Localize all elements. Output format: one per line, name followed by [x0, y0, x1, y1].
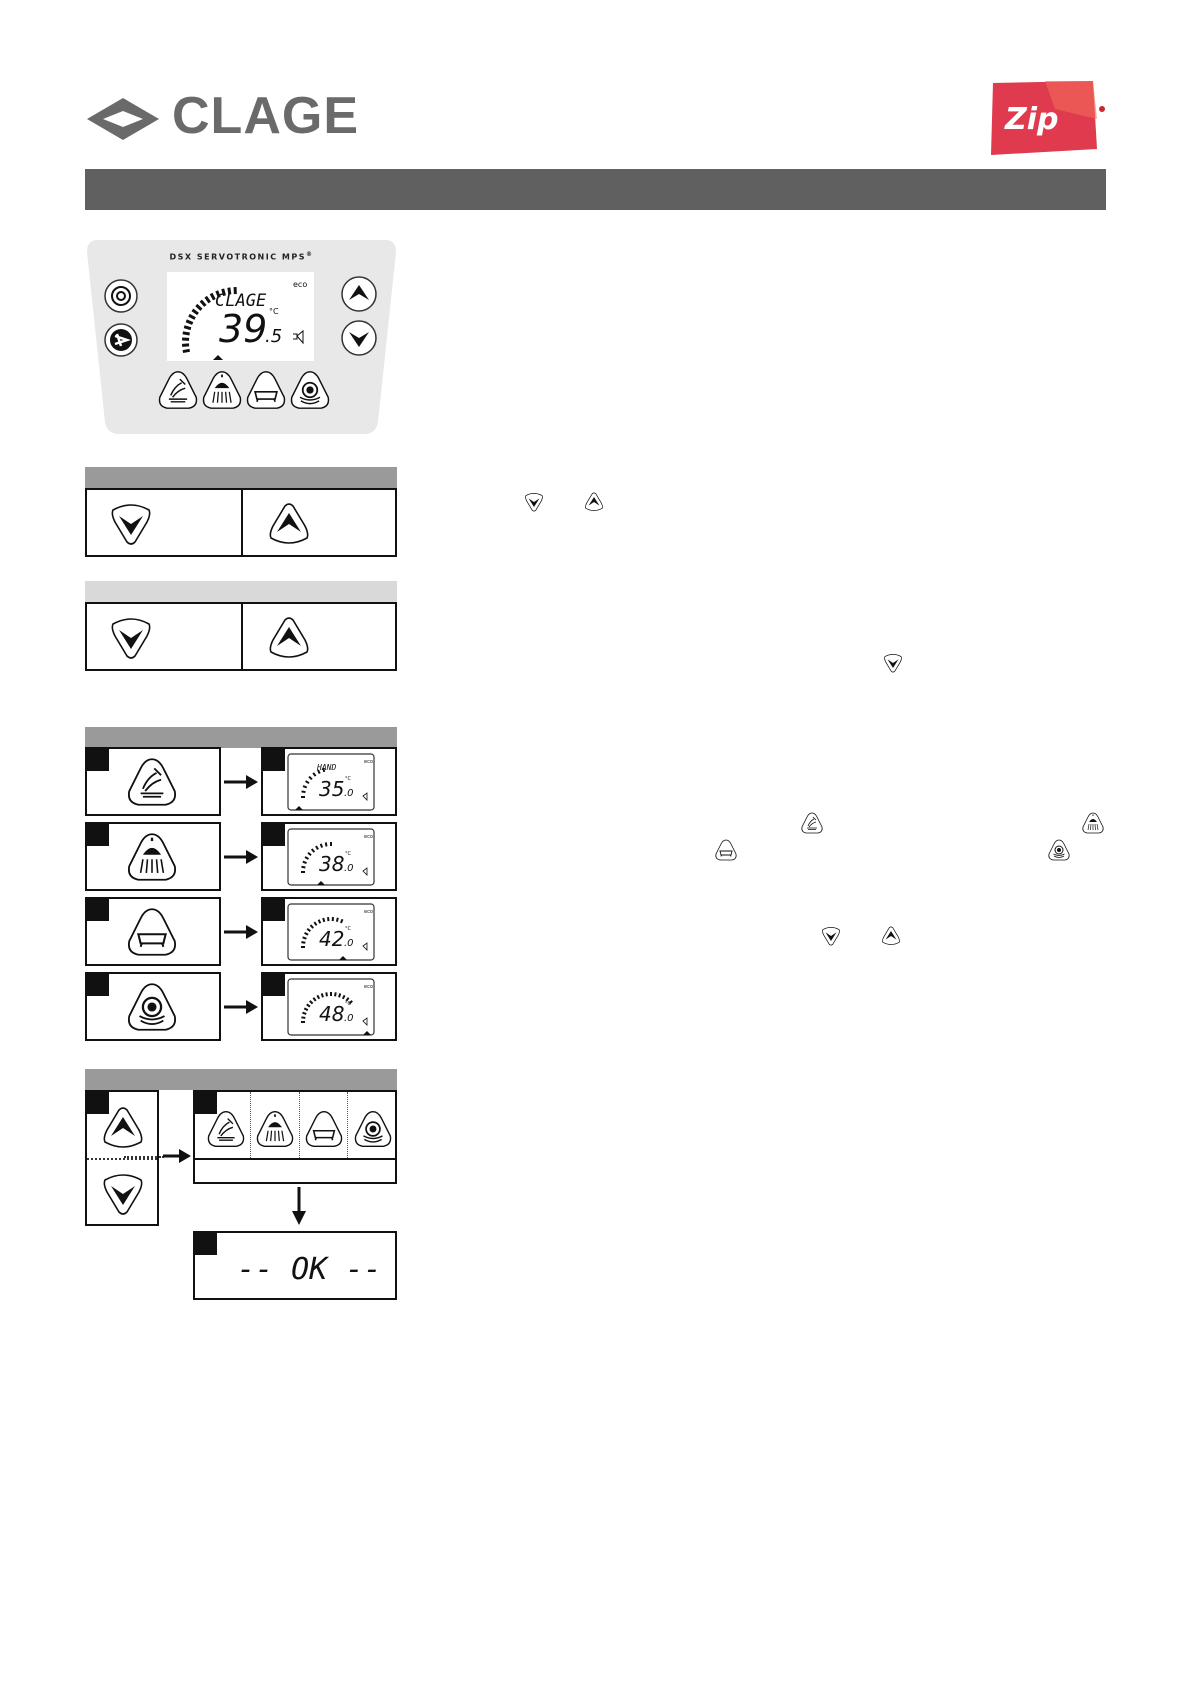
- down-pointer-icon: [290, 1187, 308, 1227]
- save-confirmation-display: [193, 1231, 397, 1300]
- up-arrow-icon[interactable]: [267, 616, 311, 660]
- arrow-buttons-box-1: [85, 488, 397, 557]
- down-arrow-inline-icon: [821, 926, 841, 946]
- svg-text:°C: °C: [345, 926, 351, 932]
- bath-icon[interactable]: [127, 907, 177, 957]
- preset-display-box-hand-wash: [261, 747, 397, 816]
- right-arrow-icon: [224, 773, 260, 791]
- power-icon[interactable]: [104, 279, 138, 313]
- svg-text:35: 35: [319, 777, 345, 801]
- preset-display-shower: [287, 828, 375, 886]
- svg-text:eco: eco: [364, 759, 373, 765]
- right-arrow-icon: [224, 998, 260, 1016]
- section-bar-presets: [85, 727, 397, 748]
- title-bar: [85, 169, 1106, 210]
- preset-button-box-dishes: [85, 972, 221, 1041]
- preset-button-box-hand-wash: [85, 747, 221, 816]
- down-arrow-icon[interactable]: [109, 616, 153, 660]
- preset-display-box-dishes: [261, 972, 397, 1041]
- down-arrow-icon[interactable]: [341, 320, 377, 356]
- controller-device: DSX SERVOTRONIC MPS® CLAGE 39 .5 °C eco: [85, 238, 398, 436]
- clage-logo-icon: [85, 96, 161, 142]
- section-bar-save-preset: [85, 1069, 397, 1090]
- shower-icon[interactable]: [256, 1110, 294, 1148]
- svg-text:eco: eco: [364, 984, 373, 990]
- svg-text:38: 38: [319, 852, 345, 876]
- right-arrow-icon: [163, 1147, 193, 1165]
- zip-logo: [985, 79, 1103, 157]
- up-arrow-inline-icon: [584, 492, 604, 512]
- svg-text:°C: °C: [345, 851, 351, 857]
- dishes-icon[interactable]: [354, 1110, 392, 1148]
- shower-icon: [1082, 812, 1104, 834]
- brand-name: CLAGE: [172, 87, 359, 145]
- svg-text:.0: .0: [344, 938, 354, 949]
- up-arrow-icon[interactable]: [267, 502, 311, 546]
- svg-text:eco: eco: [364, 834, 373, 840]
- preset-button-box-shower: [85, 822, 221, 891]
- bath-icon[interactable]: [305, 1110, 343, 1148]
- preset-button-box-bath: [85, 897, 221, 966]
- svg-text:.5: .5: [265, 326, 283, 347]
- bath-icon: [715, 839, 737, 861]
- up-arrow-inline-icon: [881, 926, 901, 946]
- up-arrow-icon[interactable]: [341, 276, 377, 312]
- dishes-icon: [1048, 839, 1070, 861]
- svg-text:°C: °C: [345, 1001, 351, 1007]
- svg-text:48: 48: [319, 1002, 345, 1026]
- down-arrow-icon[interactable]: [109, 502, 153, 546]
- device-display: [167, 272, 314, 361]
- svg-text:CLAGE: CLAGE: [215, 291, 267, 311]
- svg-text:.0: .0: [344, 863, 354, 874]
- model-label: DSX SERVOTRONIC MPS: [169, 252, 306, 262]
- arrow-buttons-box-2: [85, 602, 397, 671]
- svg-text:.0: .0: [344, 788, 354, 799]
- svg-text:39: 39: [219, 307, 268, 351]
- section-bar-adjust-temperature: [85, 467, 397, 488]
- svg-text:.0: .0: [344, 1013, 354, 1024]
- bath-icon[interactable]: [246, 370, 286, 410]
- settings-icon[interactable]: [104, 323, 138, 357]
- down-arrow-icon[interactable]: [101, 1172, 145, 1216]
- hand-wash-icon[interactable]: [158, 370, 198, 410]
- save-arrow-buttons: [85, 1090, 159, 1226]
- hand-wash-icon: [801, 812, 823, 834]
- section-bar-adjust-flow: [85, 581, 397, 602]
- down-arrow-inline-icon: [883, 653, 903, 673]
- shower-icon[interactable]: [127, 832, 177, 882]
- svg-text:eco: eco: [364, 909, 373, 915]
- svg-text:42: 42: [319, 927, 345, 951]
- hand-wash-icon[interactable]: [207, 1110, 245, 1148]
- zip-logo-text: Zip: [1005, 102, 1059, 137]
- svg-text:HAND: HAND: [317, 763, 337, 772]
- svg-text:°C: °C: [269, 307, 279, 316]
- dishes-icon[interactable]: [290, 370, 330, 410]
- preset-display-box-shower: [261, 822, 397, 891]
- svg-text:eco: eco: [293, 280, 308, 289]
- up-arrow-icon[interactable]: [101, 1106, 145, 1150]
- preset-display-dishes: [287, 978, 375, 1036]
- save-preset-selection: [193, 1090, 397, 1184]
- preset-display-hand-wash: [287, 753, 375, 811]
- shower-icon[interactable]: [202, 370, 242, 410]
- svg-text:°C: °C: [345, 776, 351, 782]
- right-arrow-icon: [224, 923, 260, 941]
- save-ok-text: -- OK --: [237, 1252, 382, 1287]
- dishes-icon[interactable]: [127, 982, 177, 1032]
- right-arrow-icon: [224, 848, 260, 866]
- preset-display-box-bath: [261, 897, 397, 966]
- hand-wash-icon[interactable]: [127, 757, 177, 807]
- preset-display-bath: [287, 903, 375, 961]
- down-arrow-inline-icon: [524, 492, 544, 512]
